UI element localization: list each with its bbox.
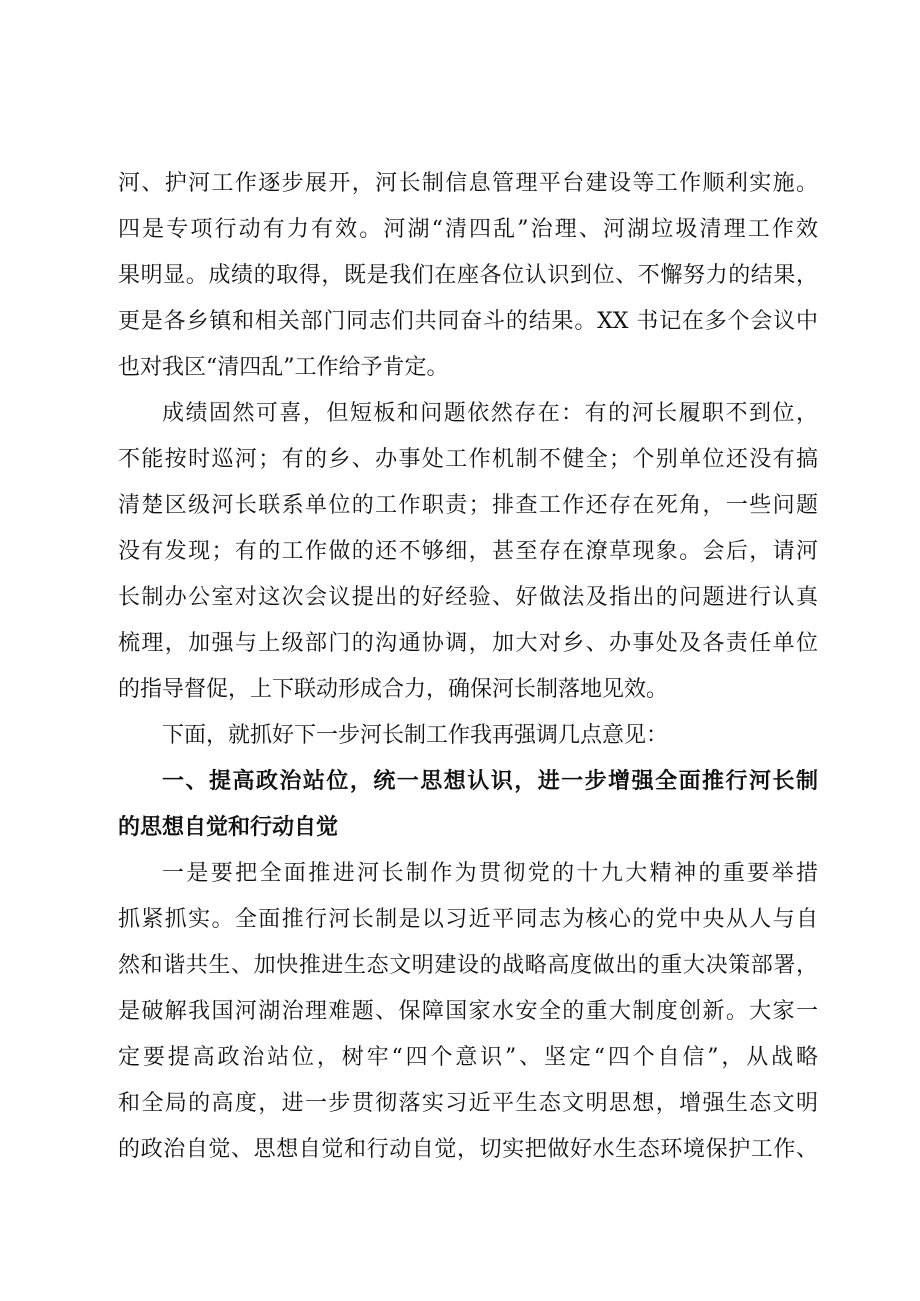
section-heading-continued: 的思想自觉和行动自觉 xyxy=(118,815,339,840)
text-line: 然和谐共生、加快推进生态文明建设的战略高度做出的重大决策部署， xyxy=(118,953,818,978)
text-line: 是破解我国河湖治理难题、保障国家水安全的重大制度创新。大家一 xyxy=(118,999,818,1024)
paragraph-first-line: 下面，就抓好下一步河长制工作我再强调几点意见： xyxy=(162,723,669,748)
text-line: 不能按时巡河；有的乡、办事处工作机制不健全；个别单位还没有搞 xyxy=(118,447,818,472)
text-line: 的政治自觉、思想自觉和行动自觉，切实把做好水生态环境保护工作、 xyxy=(118,1137,818,1162)
text-line: 长制办公室对这次会议提出的好经验、好做法及指出的问题进行认真 xyxy=(118,585,818,610)
text-line: 抓紧抓实。全面推行河长制是以习近平同志为核心的党中央从人与自 xyxy=(118,907,818,932)
paragraph-first-line: 成绩固然可喜，但短板和问题依然存在：有的河长履职不到位， xyxy=(162,401,818,426)
text-line: 更是各乡镇和相关部门同志们共同奋斗的结果。XX 书记在多个会议中 xyxy=(118,309,818,334)
text-line: 的指导督促，上下联动形成合力，确保河长制落地见效。 xyxy=(118,677,669,702)
text-line: 和全局的高度，进一步贯彻落实习近平生态文明思想，增强生态文明 xyxy=(118,1091,818,1116)
text-line: 也对我区“清四乱”工作给予肯定。 xyxy=(118,355,449,380)
section-heading: 一、提高政治站位，统一思想认识，进一步增强全面推行河长制 xyxy=(162,769,818,794)
paragraph-first-line: 一是要把全面推进河长制作为贯彻党的十九大精神的重要举措 xyxy=(162,861,818,886)
text-line: 清楚区级河长联系单位的工作职责；排查工作还存在死角，一些问题 xyxy=(118,493,818,518)
text-line: 四是专项行动有力有效。河湖“清四乱”治理、河湖垃圾清理工作效 xyxy=(118,217,818,242)
text-line: 没有发现；有的工作做的还不够细，甚至存在潦草现象。会后，请河 xyxy=(118,539,818,564)
text-line: 果明显。成绩的取得，既是我们在座各位认识到位、不懈努力的结果， xyxy=(118,263,818,288)
text-line: 河、护河工作逐步展开，河长制信息管理平台建设等工作顺利实施。 xyxy=(118,171,818,196)
text-line: 梳理，加强与上级部门的沟通协调，加大对乡、办事处及各责任单位 xyxy=(118,631,818,656)
text-line: 定要提高政治站位，树牢“四个意识”、坚定“四个自信”，从战略 xyxy=(118,1045,818,1070)
